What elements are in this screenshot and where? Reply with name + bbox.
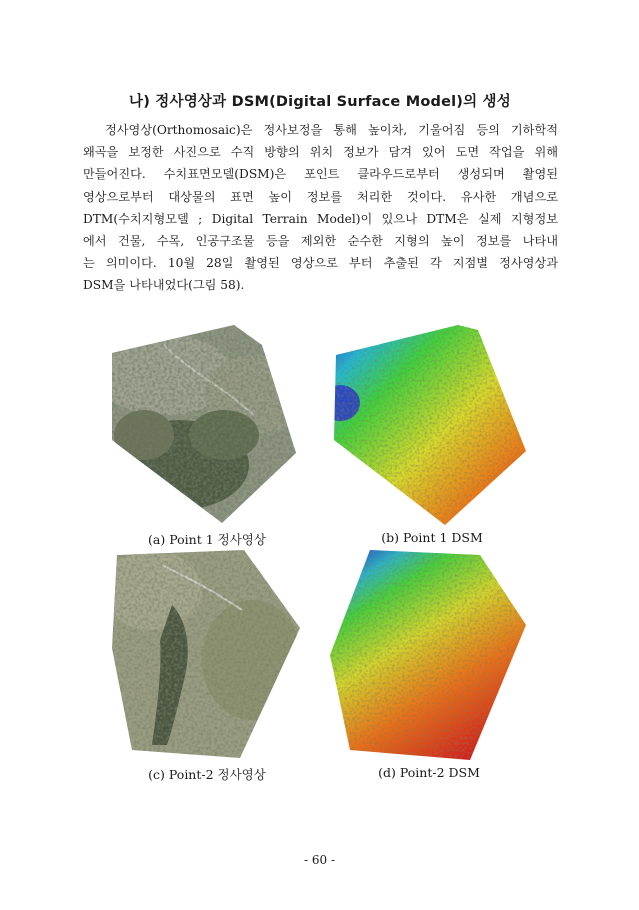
figure-d-caption: (d) Point-2 DSM [378, 765, 480, 780]
paragraph-line: 는 의미이다. 10월 28일 촬영된 영상으로 부터 추출된 각 지점별 정사영상과 [83, 256, 558, 271]
paragraph-line: DSM을 나타내었다(그림 58). [83, 278, 245, 293]
body-paragraph [83, 119, 558, 297]
figure-a-caption: (a) Point 1 정사영상 [148, 532, 266, 547]
section-heading: 나) 정사영상과 DSM(Digital Surface Model)의 생성 [129, 94, 511, 110]
paragraph-line: 에서 건물, 수목, 인공구조물 등을 제외한 순수한 지형의 높이 정보를 나타내 [83, 233, 558, 248]
paragraph-line: 왜곡을 보정한 사진으로 수직 방향의 위치 정보가 담겨 있어 도면 작업을 위해 [83, 145, 558, 160]
point1-orthophoto [104, 325, 298, 525]
point2-dsm [330, 550, 526, 760]
point1-dsm [330, 325, 530, 527]
page-number: - 60 - [303, 853, 335, 867]
paragraph-line: DTM(수치지형모델 ; Digital Terrain Model)이 있으나 DTM은 실제 지형정보 [83, 211, 558, 226]
paragraph-line: 만들어진다. 수치표면모델(DSM)은 포인트 클라우드로부터 생성되며 촬영된 [83, 167, 558, 182]
paragraph-line: 영상으로부터 대상물의 표면 높이 정보를 처리한 것이다. 유사한 개념으로 [83, 189, 558, 204]
paragraph-line: 정사영상(Orthomosaic)은 정사보정을 통해 높이차, 기울어짐 등의 기하학적 [105, 123, 558, 137]
point2-orthophoto [112, 550, 300, 760]
figure-b-caption: (b) Point 1 DSM [381, 530, 483, 545]
figure-c-caption: (c) Point-2 정사영상 [148, 767, 266, 782]
